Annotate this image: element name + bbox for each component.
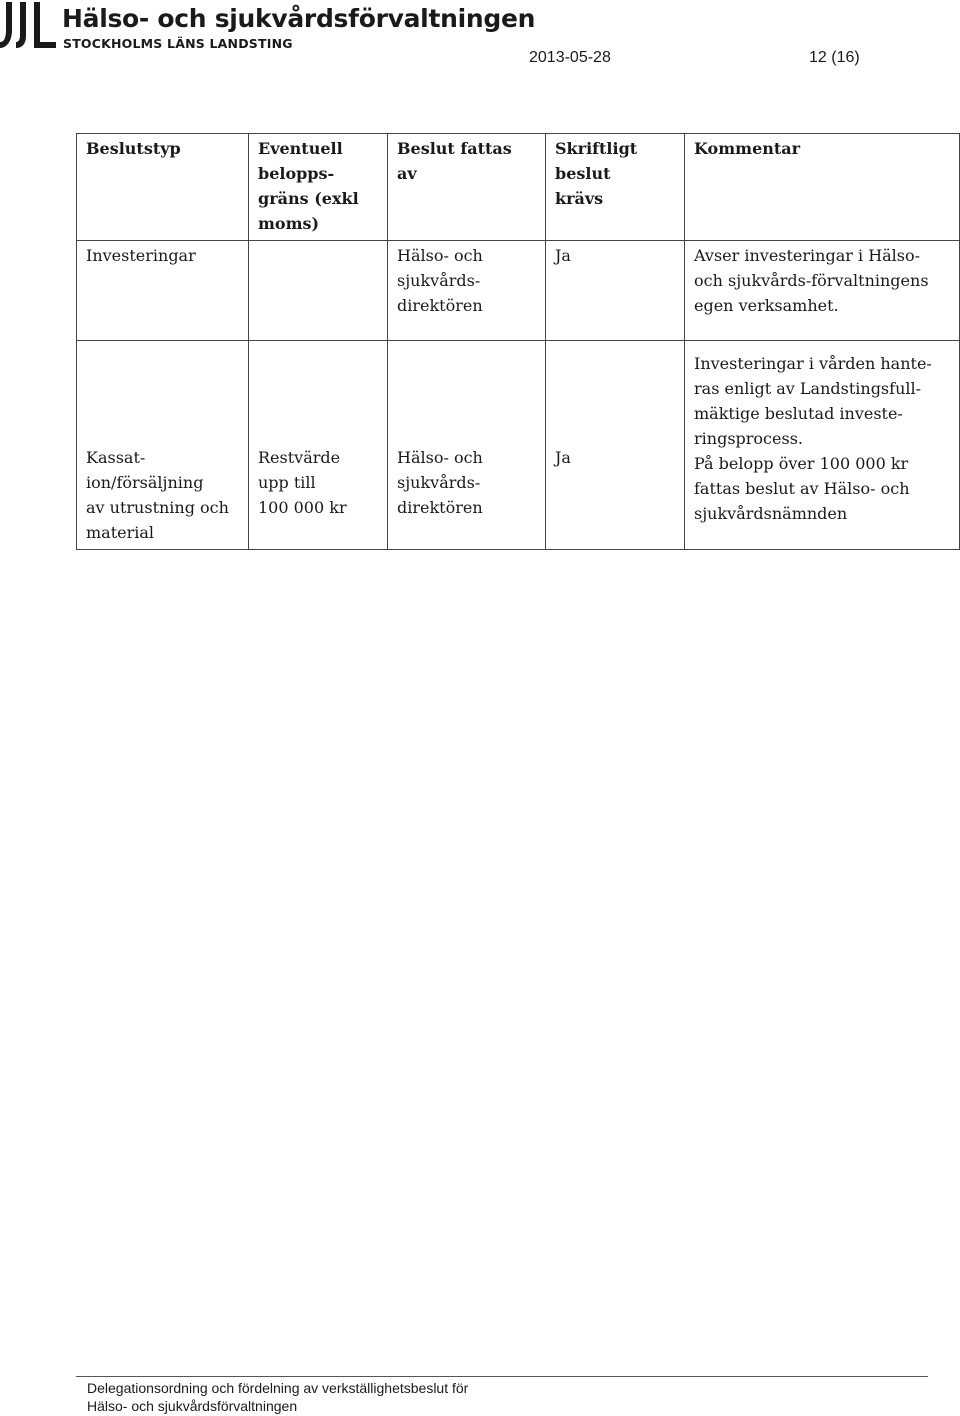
column-header-skriftligt-beslut: Skriftligt beslut krävs [546, 134, 685, 241]
footer-text: Delegationsordning och fördelning av verkställighetsbeslut för Hälso- och sjukvårdsförvaltningen [87, 1380, 469, 1414]
page-number: 12 (16) [809, 49, 860, 66]
table-row [77, 241, 960, 341]
sll-logo-icon [0, 2, 58, 50]
document-date: 2013-05-28 [529, 49, 611, 66]
cell-limit [249, 241, 388, 341]
footer-divider [76, 1376, 928, 1377]
cell-comment: Avser investeringar i Hälso- och sjukvårds-förvaltningens egen verksamhet. [685, 241, 960, 341]
cell-written: Ja [546, 341, 685, 550]
table-header-row [77, 134, 960, 241]
delegation-table [76, 133, 960, 550]
cell-limit: Restvärde upp till 100 000 kr [249, 341, 388, 550]
comment-investment-process: Investeringar i vården hante- ras enligt av Landstingsfull- mäktige beslutad investe- ringsprocess. [694, 354, 932, 448]
table-row [77, 341, 960, 550]
org-name: Hälso- och sjukvårdsförvaltningen [62, 4, 536, 33]
cell-decided-by: Hälso- och sjukvårds- direktören [388, 341, 546, 550]
column-header-beslutstyp: Beslutstyp [77, 134, 249, 241]
org-subtitle: STOCKHOLMS LÄNS LANDSTING [63, 36, 293, 51]
cell-decided-by: Hälso- och sjukvårds- direktören [388, 241, 546, 341]
comment-amount-rule: På belopp över 100 000 kr fattas beslut av Hälso- och sjukvårdsnämnden [694, 454, 910, 523]
org-logo [0, 2, 536, 52]
column-header-beloppsgrans: Eventuell belopps- gräns (exkl moms) [249, 134, 388, 241]
cell-type: Investeringar [77, 241, 249, 341]
column-header-beslut-fattas-av: Beslut fattas av [388, 134, 546, 241]
cell-type: Kassat- ion/försäljning av utrustning och material [77, 341, 249, 550]
column-header-kommentar: Kommentar [685, 134, 960, 241]
cell-comment [685, 341, 960, 550]
cell-written: Ja [546, 241, 685, 341]
